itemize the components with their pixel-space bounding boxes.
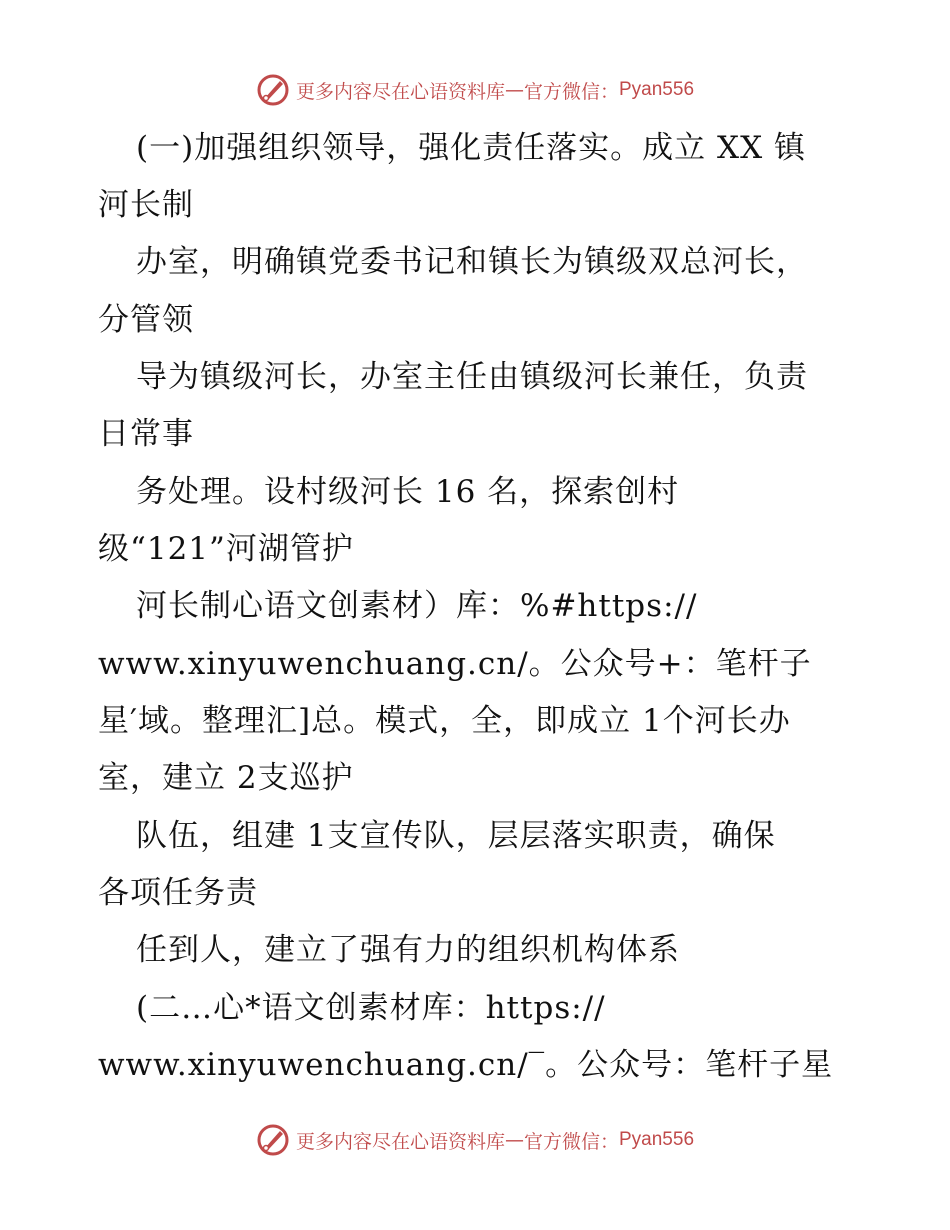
text-line: 河长制心语文创素材）库：%#https:// <box>136 588 698 624</box>
text-line: 级“121”河湖管护 <box>98 531 354 567</box>
text-line: www.xinyuwenchuang.cn/。公众号+：笔杆子 <box>98 646 812 682</box>
quill-seal-icon <box>256 73 290 107</box>
text-line: 务处理。设村级河长 16 名，探索创村 <box>136 474 680 510</box>
text-line: 日常事 <box>98 416 194 452</box>
text-line: 队伍，组建 1支宣传队，层层落实职责，确保 <box>136 818 776 854</box>
quill-seal-icon <box>256 1123 290 1157</box>
text-line: 河长制 <box>98 187 194 223</box>
text-line: 各项任务责 <box>98 875 258 911</box>
footer-watermark-banner <box>0 1120 950 1160</box>
banner-contact: Pyan556 <box>619 1129 695 1150</box>
banner-text: 更多内容尽在心语资料库 <box>295 1130 505 1153</box>
banner-label: 官方微信： <box>523 1130 619 1153</box>
text-line: 任到人，建立了强有力的组织机构体系 <box>136 932 680 968</box>
text-line: 室，建立 2支巡护 <box>98 760 354 796</box>
header-watermark-banner <box>0 70 950 110</box>
text-line: www.xinyuwenchuang.cn/‾。公众号：笔杆子星 <box>98 1047 834 1083</box>
banner-separator: — <box>504 79 524 101</box>
text-line: (二…心*语文创素材库：https:// <box>136 990 606 1026</box>
banner-separator: — <box>504 1129 524 1151</box>
text-line: 导为镇级河长，办室主任由镇级河长兼任，负责 <box>136 359 808 395</box>
banner-label: 官方微信： <box>523 80 619 103</box>
banner-text: 更多内容尽在心语资料库 <box>295 80 505 103</box>
text-line: (一)加强组织领导，强化责任落实。成立 XX 镇 <box>136 130 807 166</box>
text-line: 办室，明确镇党委书记和镇长为镇级双总河长， <box>136 244 808 280</box>
text-line: 星′域。整理汇]总。模式，全，即成立 1个河长办 <box>98 703 791 739</box>
text-line: 分管领 <box>98 302 194 338</box>
banner-contact: Pyan556 <box>619 79 695 100</box>
